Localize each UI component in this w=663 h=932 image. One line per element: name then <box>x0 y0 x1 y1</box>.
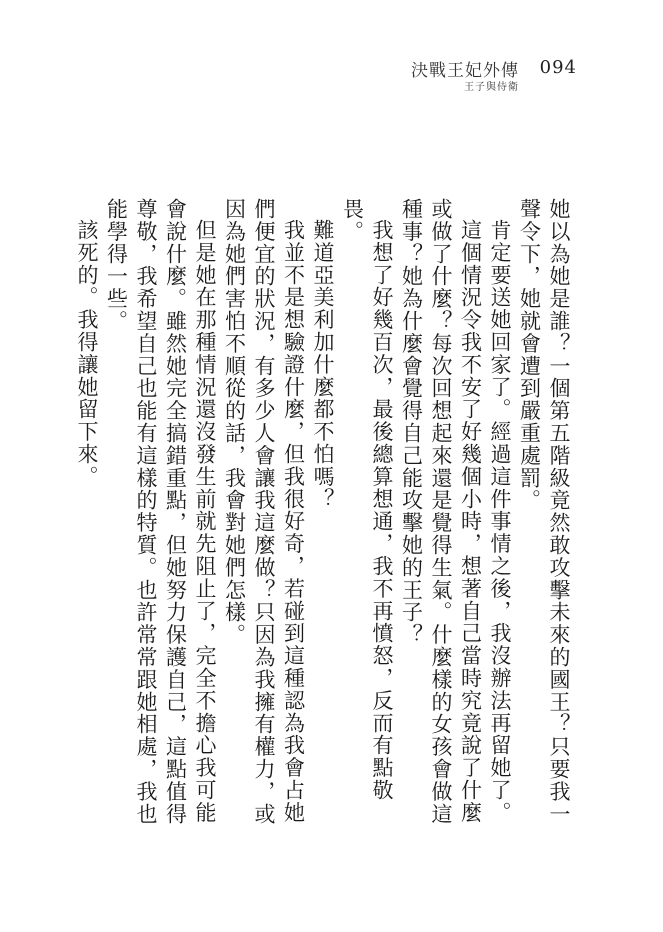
paragraph: 我並不是想驗證什麼，但我很好奇，若碰到這種認為我會占她們便宜的狀況，有多少人會讓我這麼做？只因為我擁有權力，或因為她們害怕不順從的話，我會對她們怎樣。 <box>222 198 306 826</box>
page-number: 094 <box>539 57 577 78</box>
paragraph: 難道亞美利加什麼都不怕嗎？ <box>311 219 335 511</box>
book-title: 決戰王妃外傳 <box>411 61 519 81</box>
paragraph: 她以為她是誰？一個第五階級竟然敢攻擊未來的國王？只要我一聲令下，她就會遭到嚴重處罰。 <box>517 198 571 826</box>
paragraph: 這個情況令我不安了好幾個小時，想著自己當時究竟說了什麼或做了什麼？每次回想起來還是覺得生氣。什麼樣的女孩會做這種事？她為什麼會覺得自己能攻擊她的王子？ <box>399 198 483 826</box>
chapter-title: 王子與侍衛 <box>464 82 519 93</box>
paragraph: 我想了好幾百次，最後總算想通，我不再憤怒，反而有點敬畏。 <box>340 198 394 802</box>
paragraph: 但是她在那種情況還沒發生前就先阻止了，完全不擔心我可能會說什麼。雖然她完全搞錯重點，但她努力保護自己，這點值得尊敬，我希望自己也能有這樣的特質。也許常常跟她相處，我也能學得一些。 <box>104 198 217 826</box>
paragraph: 該死的。我得讓她留下來。 <box>75 219 99 488</box>
paragraph: 肯定要送她回家了。經過這件事情之後，我沒辦法再留她了。 <box>488 219 512 824</box>
body-text <box>72 198 574 838</box>
